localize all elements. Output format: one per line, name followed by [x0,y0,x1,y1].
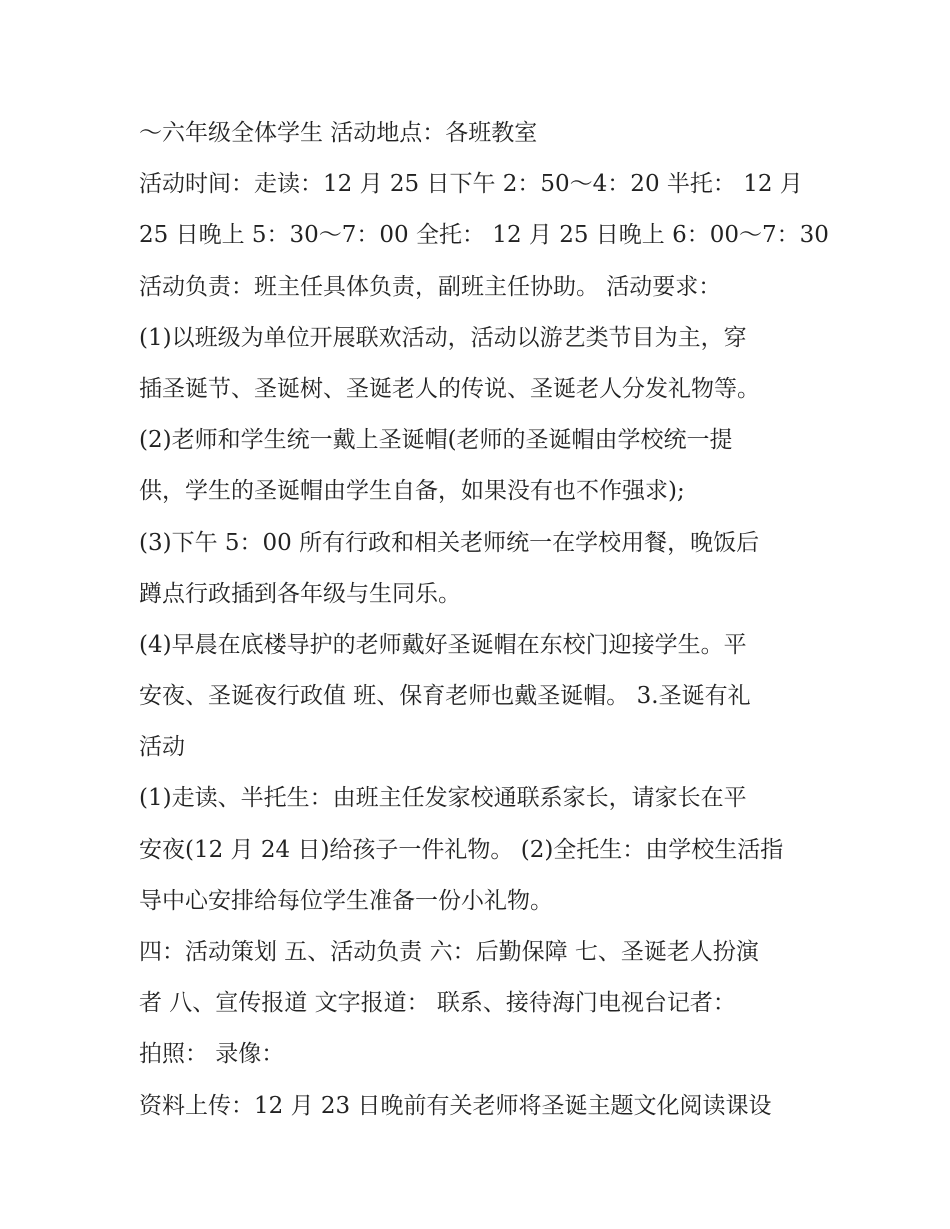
text-line: 活动 [139,734,185,761]
text-line: 活动负责：班主任具体负责，副班主任协助。 活动要求： [139,273,722,300]
text-line: 插圣诞节、圣诞树、圣诞老人的传说、圣诞老人分发礼物等。 [139,375,760,402]
text-line: 蹲点行政插到各年级与生同乐。 [139,580,461,607]
text-line: 供，学生的圣诞帽由学生自备，如果没有也不作强求); [139,478,685,505]
text-line: (1)走读、半托生：由班主任发家校通联系家长，请家长在平 [139,785,747,812]
text-line: 安夜(12 月 24 日)给孩子一件礼物。 (2)全托生：由学校生活指 [139,836,784,863]
text-line: 导中心安排给每位学生准备一份小礼物。 [139,887,553,914]
text-line: (2)老师和学生统一戴上圣诞帽(老师的圣诞帽由学校统一提 [139,427,733,454]
document-body [139,108,839,1132]
text-line: 拍照： 录像： [139,1041,285,1068]
text-line: 25 日晚上 5：30～7：00 全托： 12 月 25 日晚上 6：00～7：30 [139,222,829,249]
text-line: ～六年级全体学生 活动地点：各班教室 [139,120,538,146]
text-line: 资料上传：12 月 23 日晚前有关老师将圣诞主题文化阅读课设 [139,1092,772,1119]
text-line: (4)早晨在底楼导护的老师戴好圣诞帽在东校门迎接学生。平 [139,631,747,658]
text-line: (1)以班级为单位开展联欢活动，活动以游艺类节目为主，穿 [139,324,747,351]
text-line: 安夜、圣诞夜行政值 班、保育老师也戴圣诞帽。 3.圣诞有礼 [139,683,751,710]
text-line: 四：活动策划 五、活动负责 六：后勤保障 七、圣诞老人扮演 [139,939,759,965]
text-line: (3)下午 5：00 所有行政和相关老师统一在学校用餐，晚饭后 [139,529,760,556]
text-line: 者 八、宣传报道 文字报道： 联系、接待海门电视台记者： [139,990,736,1017]
text-line: 活动时间：走读：12 月 25 日下午 2：50～4：20 半托： 12 月 [139,171,803,198]
